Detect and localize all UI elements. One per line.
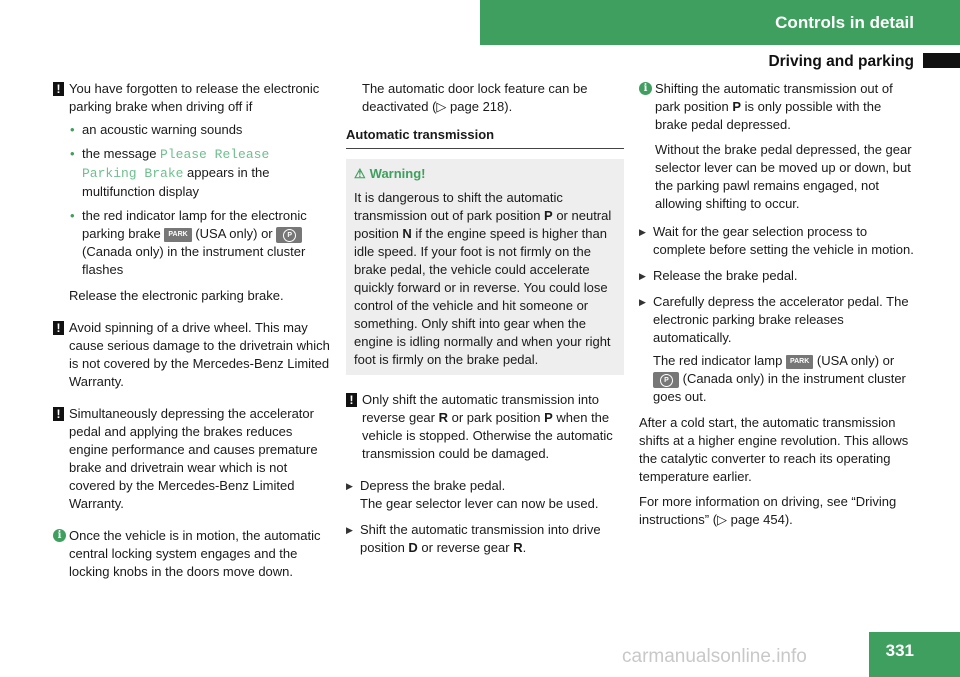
warning-text: It is dangerous to shift the automatic transmission out of park position P or neutral position N if the engine speed is higher than idle speed. If your foot is not firmly on the brake pedal, the vehicle could accelerate quickly forward or in reverse. You could lose control of the vehicle and hit someone or something. Only shift into gear when the engine is idling normally and when your right foot is firmly on the brake pedal. (354, 190, 612, 367)
bullet-list (69, 121, 331, 279)
column-2 (346, 80, 624, 565)
note-text: You have forgotten to release the electronic parking brake when driving off if (69, 81, 320, 114)
door-lock-text: The automatic door lock feature can be deactivated (▷ page 218). (362, 81, 588, 114)
section-header (480, 0, 960, 45)
info-locking (53, 527, 331, 581)
p-lamp-icon: P (653, 372, 679, 388)
note-text: Avoid spinning of a drive wheel. This may cause serious damage to the drivetrain which is not covered by the Mercedes-Benz Limited Warranty. (69, 320, 330, 389)
note-wheel-spin (53, 319, 331, 391)
step-shift-drive: ▶ Shift the automatic transmission into drive position D or reverse gear R. (346, 521, 624, 557)
step-brake-pedal: ▶ Depress the brake pedal. The gear selector lever can now be used. (346, 477, 624, 513)
thumb-tab (923, 53, 960, 68)
info-shifting (639, 80, 917, 213)
column-3 (639, 80, 917, 536)
note-text: Release the electronic parking brake. (69, 288, 284, 303)
list-item: • the message Please Release Parking Brake appears in the multifunction display (69, 145, 331, 201)
note-text: Only shift the automatic transmission into reverse gear R or park position P when the vehicle is stopped. Otherwise the automatic transmission could be damaged. (362, 392, 613, 461)
step-release-brake: ▶ Release the brake pedal. (639, 267, 917, 285)
note-text: Simultaneously depressing the accelerator pedal and applying the brakes reduces engine performance and causes premature brake and drivetrain wear which is not covered by the Mercedes-Benz Limited Warranty. (69, 406, 318, 511)
watermark: carmanualsonline.info (622, 646, 807, 667)
page-number: 331 (869, 632, 960, 677)
park-lamp-icon: PARK (786, 355, 813, 369)
column-1 (53, 80, 331, 595)
info-text: Once the vehicle is in motion, the automatic central locking system engages and the locking knobs in the doors move down. (69, 528, 321, 579)
list-item: • an acoustic warning sounds (69, 121, 331, 139)
warning-icon: ⚠ (354, 166, 366, 181)
note-reverse (346, 391, 624, 463)
more-info-text: For more information on driving, see “Driving instructions” (▷ page 454). (639, 494, 897, 527)
park-lamp-icon: PARK (164, 228, 191, 242)
section-title: Controls in detail (775, 12, 914, 32)
exclamation-icon: ! (53, 407, 64, 421)
list-item: • the red indicator lamp for the electronic parking brake PARK (USA only) or P (Canada only) in the instrument cluster flashes (69, 207, 331, 279)
exclamation-icon: ! (346, 393, 357, 407)
info-text: Shifting the automatic transmission out of park position P is only possible with the brake pedal depressed. (655, 81, 893, 132)
p-lamp-icon: P (276, 227, 302, 243)
note-parking-brake (53, 80, 331, 305)
section-heading: Automatic transmission (346, 126, 624, 149)
info-text: Without the brake pedal depressed, the gear selector lever can be moved up or down, but the parking pawl remains engaged, not allowing shifting to occur. (655, 142, 912, 211)
cold-start-text: After a cold start, the automatic transmission shifts at a higher engine revolution. This allows the catalytic converter to reach its operating temperature earlier. (639, 415, 909, 484)
exclamation-icon: ! (53, 82, 64, 96)
step-accelerator: ▶ Carefully depress the accelerator pedal. The electronic parking brake releases automatically. The red indicator lamp PARK (USA only) or P (Canada only) in the instrument cluster goes out. (639, 293, 917, 406)
step-wait: ▶ Wait for the gear selection process to complete before setting the vehicle in motion. (639, 223, 917, 259)
exclamation-icon: ! (53, 321, 64, 335)
info-icon: i (639, 82, 652, 95)
info-icon: i (53, 529, 66, 542)
note-pedals (53, 405, 331, 513)
display-message: Please Release Parking Brake (82, 147, 270, 181)
warning-box (346, 159, 624, 375)
warning-title: ⚠ Warning! (354, 166, 426, 181)
subsection-title: Driving and parking (768, 53, 914, 70)
